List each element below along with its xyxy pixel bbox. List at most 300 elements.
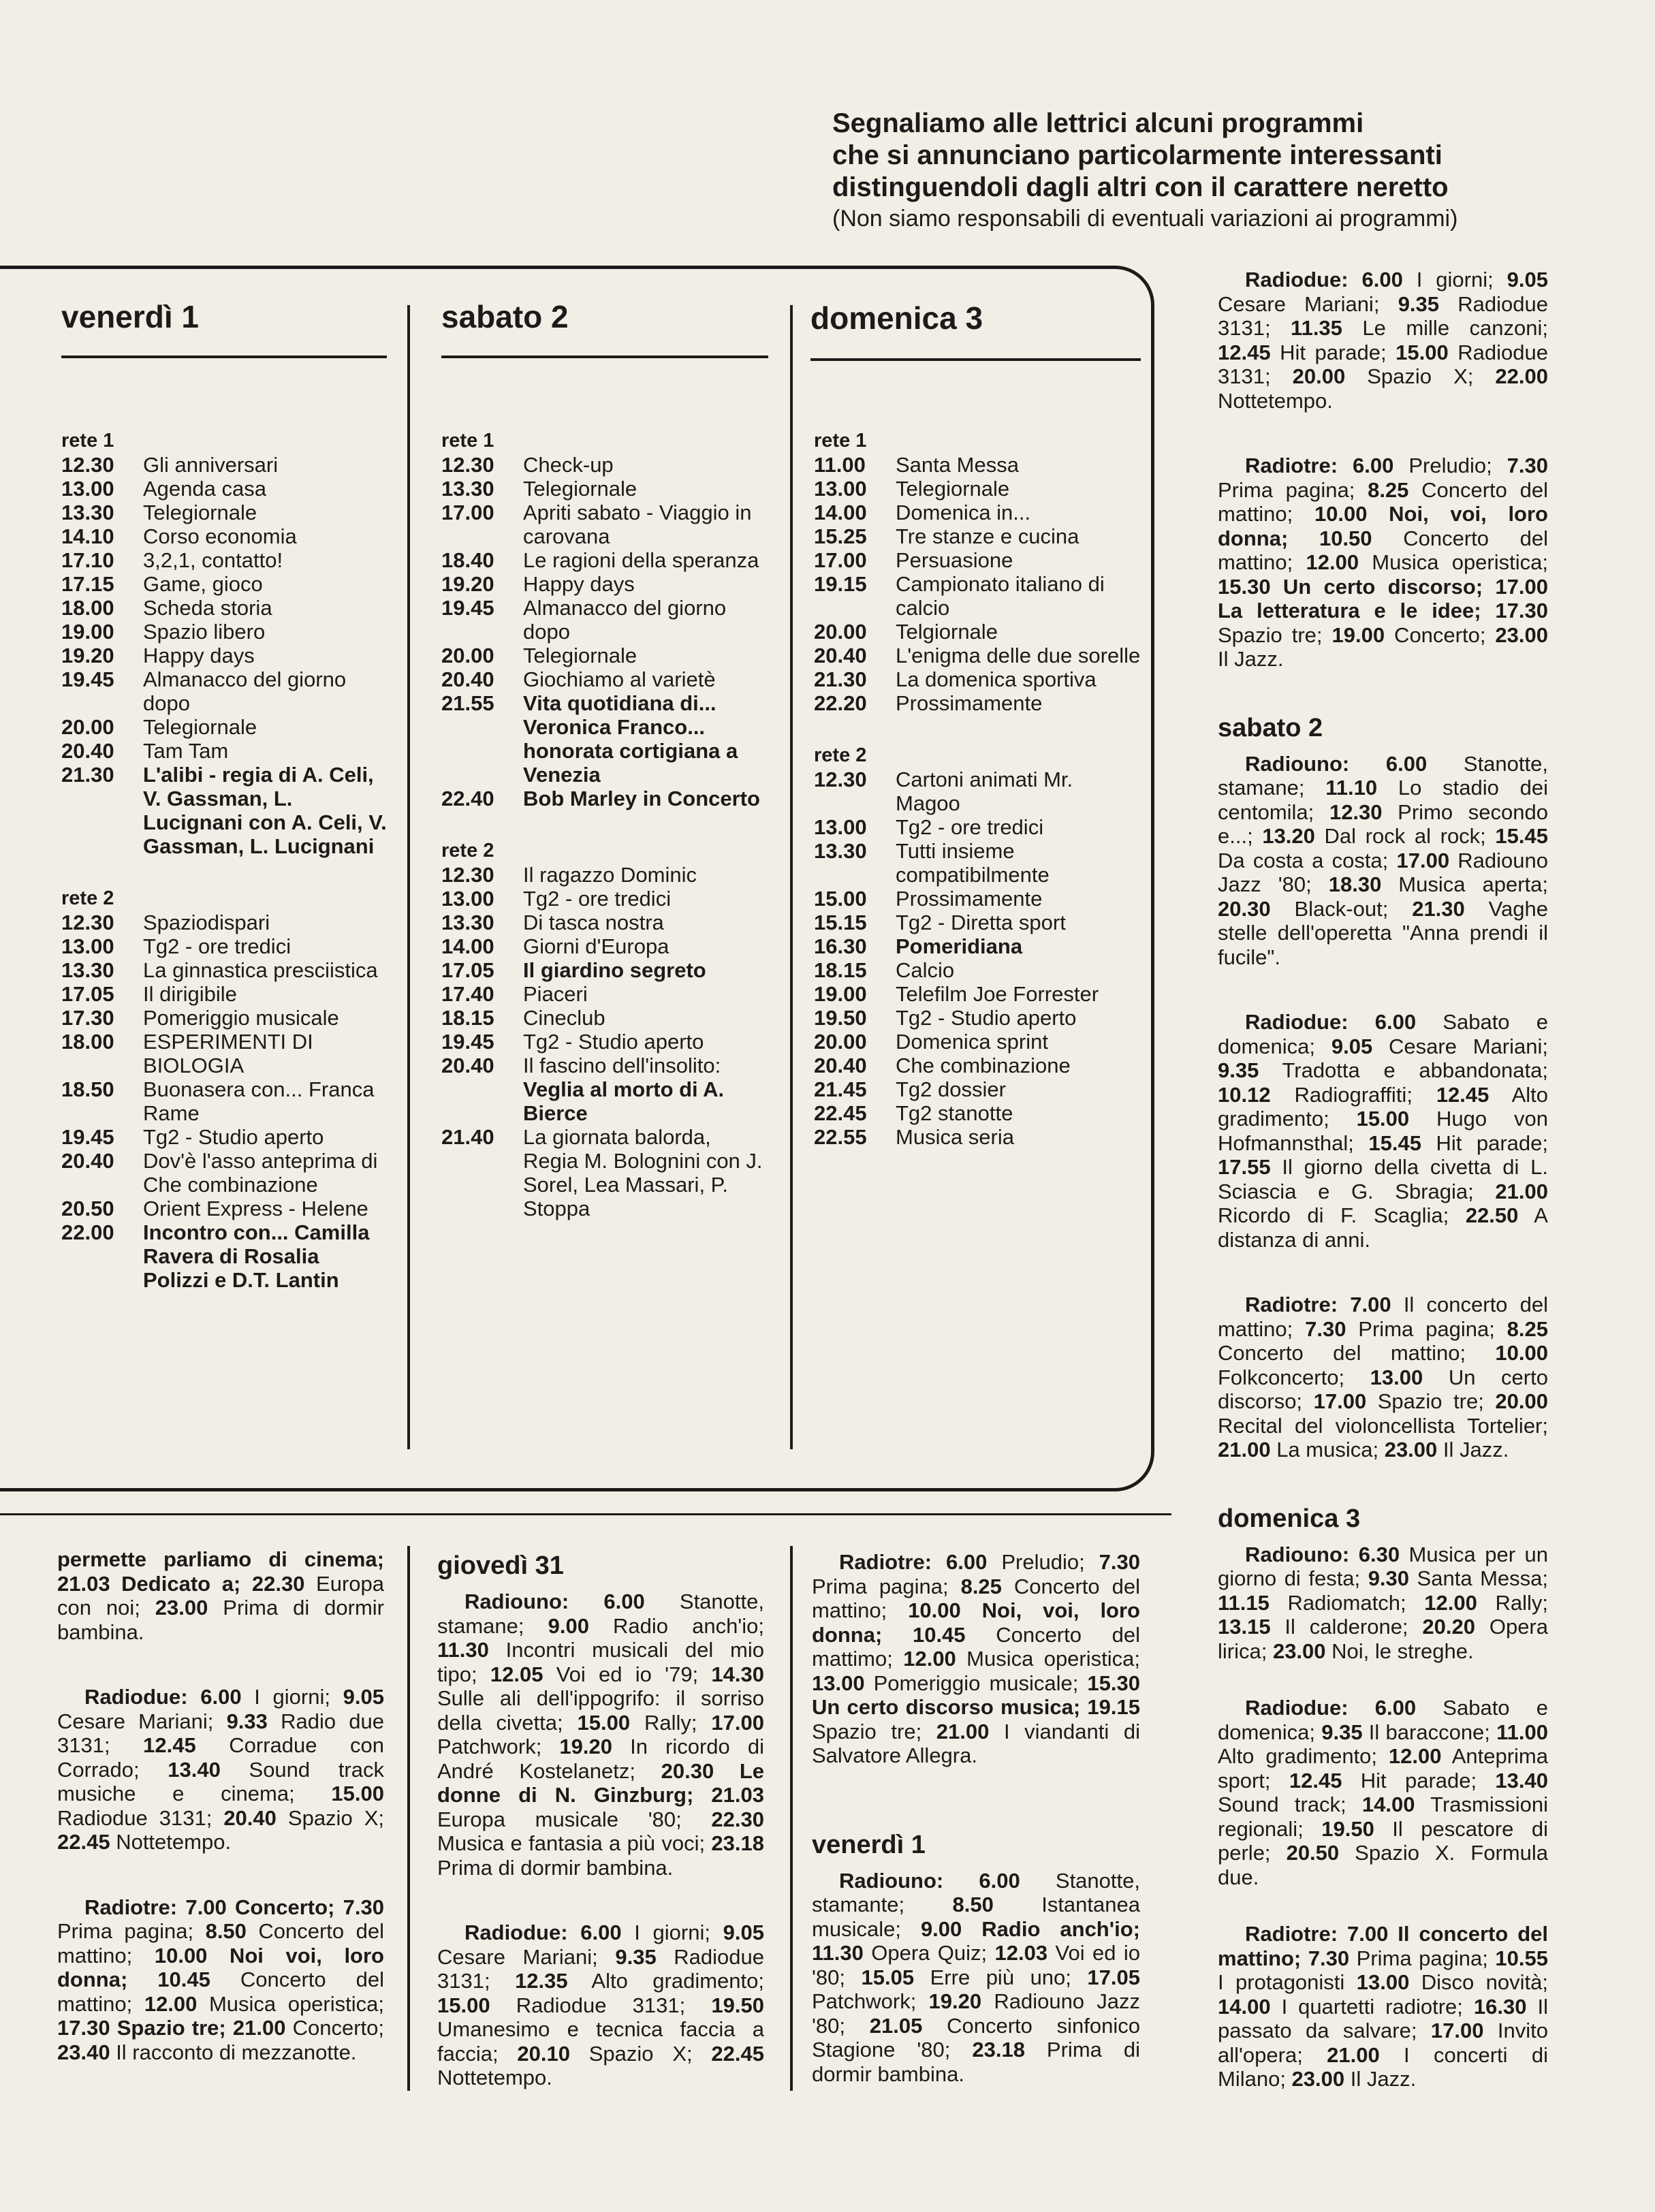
schedule-text: Folkconcerto;	[1218, 1365, 1370, 1389]
schedule-text: Musica operistica;	[1359, 550, 1548, 574]
tv-day-heading-venerdi: venerdì 1	[61, 299, 199, 334]
schedule-time: 21.30	[1412, 896, 1465, 921]
schedule-time: 20.30 Le donne di N. Ginzburg; 21.03	[437, 1758, 764, 1807]
programme-row	[61, 501, 388, 524]
schedule-text: Il pescatore di perle;	[1218, 1816, 1548, 1865]
radio-paragraph	[1218, 1010, 1548, 1252]
programme-row	[61, 934, 388, 958]
schedule-time: 18.30	[1328, 872, 1382, 896]
schedule-text: Prima di dormir bambina.	[437, 1855, 674, 1880]
programme-title: Pomeriggio musicale	[143, 1006, 339, 1030]
schedule-time: 8.25	[960, 1574, 1002, 1598]
programme-row	[814, 1006, 1141, 1030]
schedule-time: 19.20	[928, 1989, 982, 2013]
programme-row	[61, 1030, 388, 1077]
schedule-text: Stanotte, stamane;	[437, 1590, 764, 1638]
programme-row	[61, 644, 388, 667]
network-label: rete 1	[61, 430, 114, 452]
programme-row	[441, 691, 768, 787]
programme-row	[61, 1220, 388, 1292]
programme-title: 3,2,1, contatto!	[143, 548, 283, 572]
schedule-time: 12.45	[1218, 340, 1271, 364]
schedule-text: Radio anch'io;	[588, 1613, 765, 1638]
programme-time: 17.30	[61, 1006, 114, 1030]
schedule-time: 23.00	[1272, 1639, 1326, 1663]
programme-title: La giornata balorda, Regia M. Bolognini con J. Sorel, Lea Massari, P. Stoppa	[523, 1125, 763, 1220]
schedule-time: 11.00	[1496, 1720, 1549, 1744]
programme-title: Happy days	[523, 572, 635, 596]
radio-day-heading: giovedì 31	[437, 1551, 564, 1580]
schedule-time: 17.00	[1396, 848, 1450, 872]
programme-row	[441, 644, 768, 667]
schedule-text: Prima di dormir bambina.	[812, 2038, 1140, 2086]
programme-row	[61, 1006, 388, 1030]
programme-title: Gli anniversari	[143, 453, 279, 477]
schedule-text: Radiomatch;	[1269, 1590, 1425, 1615]
schedule-text: Concerto del mattino;	[1218, 526, 1549, 574]
schedule-text: Primo secondo e...;	[1218, 800, 1548, 848]
schedule-time: 9.35	[1398, 291, 1440, 316]
schedule-text: Hugo von Hofmannsthal;	[1218, 1107, 1548, 1155]
programme-row	[61, 453, 388, 477]
schedule-text: Un certo discorso;	[1218, 1365, 1548, 1413]
schedule-text: I giorni;	[1402, 268, 1507, 291]
schedule-time: 12.00	[903, 1647, 956, 1671]
programme-time: 20.00	[61, 715, 114, 739]
schedule-time: 22.45	[57, 1830, 110, 1854]
schedule-time: 8.50	[952, 1893, 994, 1916]
schedule-text: Il baraccone;	[1362, 1720, 1497, 1744]
programme-title: Il dirigibile	[143, 982, 237, 1006]
programme-time: 13.30	[61, 958, 114, 982]
programme-time: 17.00	[441, 501, 494, 524]
programme-title: Prossimamente	[896, 691, 1043, 715]
schedule-time: 15.30 Un certo discorso musica; 19.15	[812, 1671, 1140, 1719]
schedule-time: 21.00	[936, 1719, 990, 1743]
schedule-text: Noi, le streghe.	[1325, 1639, 1474, 1663]
programme-title: Giorni d'Europa	[523, 934, 669, 958]
programme-row	[441, 958, 768, 982]
programme-title: Piaceri	[523, 982, 588, 1006]
network-label: rete 1	[441, 430, 494, 452]
programme-row	[61, 1149, 388, 1197]
schedule-time: 13.40	[1495, 1768, 1548, 1792]
programme-time: 13.30	[61, 501, 114, 524]
programme-title: L'enigma delle due sorelle	[896, 644, 1141, 667]
schedule-time: 20.10	[517, 2041, 570, 2066]
schedule-time: 21.00	[1218, 1438, 1271, 1462]
programme-title: Tg2 stanotte	[896, 1101, 1013, 1125]
radio-paragraph	[812, 1550, 1140, 1768]
programme-row	[441, 1125, 768, 1220]
programme-time: 17.10	[61, 548, 114, 572]
schedule-text: Concerto del mattino;	[1218, 477, 1548, 526]
programme-time: 20.00	[814, 620, 867, 644]
schedule-time: 9.05	[1331, 1034, 1373, 1058]
schedule-time: 9.05	[343, 1685, 385, 1709]
schedule-time: 9.00	[548, 1613, 589, 1638]
schedule-time: 22.00	[1495, 364, 1548, 388]
programme-row	[61, 477, 388, 501]
programme-title: Agenda casa	[143, 477, 266, 501]
tv-column-domenica	[814, 429, 1141, 1149]
programme-time: 17.15	[61, 572, 114, 596]
schedule-text: Il calderone;	[1270, 1615, 1423, 1639]
programme-time: 20.40	[814, 644, 867, 667]
programme-title: Game, gioco	[143, 572, 263, 596]
programme-title: Almanacco del giorno dopo	[523, 596, 727, 644]
programme-title: Spazio libero	[143, 620, 266, 644]
schedule-time: 12.00	[1306, 550, 1359, 574]
tv-day-heading-sabato: sabato 2	[441, 299, 569, 334]
programme-row	[61, 958, 388, 982]
schedule-time: 22.50	[1465, 1203, 1519, 1227]
heading-rule	[61, 356, 387, 358]
schedule-text: Lo stadio dei centomila;	[1218, 776, 1549, 824]
programme-title: La domenica sportiva	[896, 667, 1097, 691]
programme-row	[441, 596, 768, 644]
schedule-text: Radiodue 3131;	[57, 1805, 224, 1830]
schedule-text: Prima pagina;	[812, 1574, 961, 1598]
programme-row	[814, 982, 1141, 1006]
schedule-time: 9.35	[1321, 1720, 1363, 1744]
programme-row	[441, 982, 768, 1006]
schedule-text: Sulle ali dell'ippogrifo: il sorriso della civetta;	[437, 1686, 764, 1735]
programme-row	[61, 1125, 388, 1149]
programme-title: Incontro con... Camilla Ravera di Rosalia Polizzi e D.T. Lantin	[143, 1220, 370, 1292]
programme-title: Il giardino segreto	[523, 958, 706, 982]
radio-paragraph	[437, 1590, 764, 1880]
schedule-text: Invito all'opera;	[1218, 2019, 1548, 2067]
programme-title: L'alibi - regia di A. Celi, V. Gassman, L. Lucignani con A. Celi, V. Gassman, L. Lucignani	[143, 763, 387, 858]
schedule-text: Spazio tre;	[812, 1719, 936, 1743]
programme-time: 20.50	[61, 1197, 114, 1220]
programme-time: 13.00	[61, 477, 114, 501]
programme-row	[441, 887, 768, 911]
schedule-time: 15.00	[1396, 340, 1449, 364]
schedule-text: Concerto sinfonico Stagione '80;	[812, 2013, 1140, 2061]
programme-title: Apriti sabato - Viaggio in carovana	[523, 501, 752, 548]
programme-time: 13.00	[814, 815, 867, 839]
radio-paragraph	[812, 1869, 1140, 2087]
schedule-time: 13.20	[1262, 824, 1315, 848]
programme-row	[814, 1030, 1141, 1054]
schedule-text: Cesare Mariani;	[57, 1709, 227, 1733]
schedule-text: Opera lirica;	[1218, 1615, 1548, 1663]
programme-title: Campionato italiano di calcio	[896, 572, 1105, 620]
programme-time: 20.40	[814, 1054, 867, 1077]
programme-title: Bob Marley in Concerto	[523, 787, 760, 810]
programme-title: Telegiornale	[143, 715, 257, 739]
programme-row	[814, 548, 1141, 572]
column-divider	[790, 1546, 793, 2091]
schedule-text: Voi ed io '79;	[543, 1662, 712, 1686]
schedule-time: 10.55	[1495, 1946, 1548, 1970]
schedule-time: 17.00	[1430, 2019, 1484, 2042]
programme-time: 20.40	[61, 739, 114, 763]
schedule-time: 7.30	[1507, 454, 1549, 477]
programme-time: 19.45	[61, 1125, 114, 1149]
programme-row	[814, 524, 1141, 548]
programme-time: 19.50	[814, 1006, 867, 1030]
schedule-time: 22.45	[711, 2041, 764, 2066]
schedule-time: 21.05	[869, 2013, 923, 2038]
radio-day-heading: sabato 2	[1218, 713, 1323, 742]
schedule-text: Patchwork;	[437, 1735, 560, 1758]
schedule-text: Concerto del mattimo;	[812, 1622, 1141, 1671]
schedule-text: Anteprima sport;	[1218, 1744, 1548, 1792]
programme-row	[441, 787, 768, 810]
programme-time: 12.30	[814, 768, 867, 791]
schedule-text: Istantanea musicale;	[812, 1893, 1140, 1941]
programme-row	[61, 1077, 388, 1125]
programme-title: Il ragazzo Dominic	[523, 863, 697, 887]
programme-time: 13.30	[814, 839, 867, 863]
radio-paragraph	[1218, 454, 1548, 672]
schedule-time: 15.00	[437, 1993, 490, 2017]
schedule-time: 19.00	[1331, 622, 1385, 647]
schedule-time: 12.30	[1329, 800, 1383, 824]
programme-title: Musica seria	[896, 1125, 1014, 1149]
programme-row	[441, 911, 768, 934]
schedule-time: 12.03	[994, 1941, 1048, 1965]
schedule-text: Concerto;	[1385, 622, 1496, 647]
schedule-text: Nottetempo.	[437, 2066, 552, 2089]
schedule-time: 14.00	[1218, 1994, 1271, 2019]
schedule-text: Incontri musicali del mio tipo;	[437, 1638, 764, 1686]
schedule-time: 23.40	[57, 2040, 110, 2064]
schedule-time: Radiotre: 7.00	[1245, 1293, 1391, 1316]
column-divider	[407, 1546, 410, 2091]
programme-row	[814, 501, 1141, 524]
programme-row	[814, 1125, 1141, 1149]
schedule-time: Radiodue: 6.00	[1245, 1696, 1417, 1720]
schedule-text: Concerto del mattino;	[57, 1919, 384, 1968]
schedule-time: Radiotre: 6.00	[1245, 454, 1394, 477]
schedule-time: 22.30	[711, 1807, 764, 1831]
schedule-text: Europa musicale '80;	[437, 1807, 712, 1831]
schedule-time: 8.25	[1368, 477, 1409, 502]
programme-row	[814, 644, 1141, 667]
programme-title: Telegiornale	[143, 501, 257, 524]
schedule-time: 15.00	[577, 1710, 631, 1735]
schedule-text: Hit parade;	[1421, 1131, 1548, 1155]
schedule-text: I viandanti di Salvatore Allegra.	[812, 1719, 1140, 1767]
programme-time: 13.00	[61, 934, 114, 958]
programme-row	[814, 1054, 1141, 1077]
programme-row	[814, 934, 1141, 958]
schedule-text: Le mille canzoni;	[1342, 316, 1548, 340]
schedule-time: 15.30 Un certo discorso; 17.00 La letteratura e le idee; 17.30	[1218, 574, 1548, 622]
schedule-text: Hit parade;	[1270, 340, 1396, 364]
schedule-text: Nottetempo.	[110, 1830, 232, 1854]
schedule-text: La musica;	[1270, 1438, 1385, 1462]
programme-title: Telegiornale	[896, 477, 1010, 501]
intro-note: (Non siamo responsabili di eventuali variazioni ai programmi)	[832, 206, 1458, 232]
programme-title: Happy days	[143, 644, 255, 667]
schedule-time: 7.30	[1305, 1316, 1346, 1341]
programme-title: Le ragioni della speranza	[523, 548, 759, 572]
schedule-time: 20.40	[223, 1805, 277, 1830]
schedule-time: 9.05	[1507, 268, 1549, 291]
schedule-text: Sound track;	[1218, 1792, 1362, 1816]
programme-time: 22.40	[441, 787, 494, 810]
schedule-text: Musica e fantasia a più voci;	[437, 1831, 712, 1855]
schedule-time: 12.45	[1436, 1082, 1490, 1107]
programme-row	[61, 572, 388, 596]
schedule-time: 19.50	[1321, 1816, 1374, 1841]
schedule-time: 9.35	[615, 1944, 657, 1969]
programme-time: 19.00	[61, 620, 114, 644]
schedule-text: Radiodue 3131;	[1218, 291, 1548, 340]
schedule-text: Umanesimo e tecnica faccia a faccia;	[437, 2017, 764, 2066]
radio-column-bottom-middle	[437, 1550, 764, 2131]
programme-time: 18.40	[441, 548, 494, 572]
schedule-text: Cesare Mariani;	[437, 1944, 616, 1969]
schedule-text: Il concerto del mattino;	[1218, 1293, 1548, 1341]
programme-time: 12.30	[61, 911, 114, 934]
programme-row	[814, 768, 1141, 815]
programme-row	[441, 1030, 768, 1054]
programme-title: Tg2 - ore tredici	[143, 934, 291, 958]
programme-time: 20.40	[441, 1054, 494, 1077]
programme-time: 19.15	[814, 572, 867, 596]
schedule-time: 20.00	[1495, 1389, 1548, 1413]
programme-title: Telegiornale	[523, 644, 637, 667]
schedule-text: Rally;	[630, 1710, 712, 1735]
schedule-text: Hit parade;	[1342, 1768, 1496, 1792]
schedule-text: Musica operistica;	[197, 1991, 384, 2016]
programme-time: 20.40	[441, 667, 494, 691]
schedule-text: I protagonisti	[1218, 1970, 1357, 1994]
schedule-time: 19.20	[559, 1735, 612, 1758]
schedule-text: Sound track musiche e cinema;	[57, 1757, 384, 1805]
schedule-time: 9.35	[1218, 1058, 1259, 1082]
schedule-time: 17.05	[1087, 1965, 1140, 1989]
radio-paragraph	[57, 1547, 384, 1644]
schedule-time: 23.00	[1291, 2067, 1345, 2091]
programme-title: Tg2 - Studio aperto	[896, 1006, 1077, 1030]
programme-time: 20.40	[61, 1149, 114, 1173]
schedule-text: Sabato e domenica;	[1218, 1696, 1548, 1744]
programme-time: 19.20	[61, 644, 114, 667]
schedule-text: Da costa a costa;	[1218, 848, 1397, 872]
schedule-time: 10.00 Noi, voi, loro donna; 10.45	[812, 1598, 1140, 1647]
schedule-time: 9.33	[226, 1709, 268, 1733]
schedule-text: Spazio tre;	[1366, 1389, 1496, 1413]
schedule-time: 15.05	[861, 1965, 915, 1989]
schedule-text: Pomeriggio musicale;	[864, 1671, 1088, 1695]
schedule-time: 12.00	[1388, 1744, 1442, 1768]
schedule-time: 16.30	[1473, 1994, 1527, 2019]
schedule-time: Radiouno: 6.00	[1245, 751, 1428, 776]
schedule-text: I giorni;	[241, 1685, 343, 1709]
programme-title: Il fascino dell'insolito: Veglia al morto di A. Bierce	[523, 1054, 725, 1125]
schedule-time: 11.35	[1291, 316, 1342, 340]
programme-row	[441, 667, 768, 691]
schedule-text: Vaghe stelle dell'operetta "Anna prendi il fucile".	[1218, 896, 1549, 969]
schedule-text: I quartetti radiotre;	[1270, 1994, 1474, 2019]
schedule-text: Il racconto di mezzanotte.	[110, 2040, 357, 2064]
schedule-time: 12.05	[490, 1662, 543, 1686]
schedule-time: 23.18	[972, 2038, 1025, 2061]
schedule-text: Prima pagina;	[1346, 1316, 1507, 1341]
schedule-time: Radiodue: 6.00	[464, 1921, 622, 1944]
radio-day-heading: domenica 3	[1218, 1504, 1361, 1533]
programme-row	[61, 911, 388, 934]
programme-title: ESPERIMENTI DI BIOLOGIA	[143, 1030, 313, 1077]
schedule-time: 11.30	[437, 1638, 489, 1662]
programme-title: Tg2 - ore tredici	[896, 815, 1044, 839]
programme-time: 13.30	[441, 911, 494, 934]
programme-title: Tg2 dossier	[896, 1077, 1006, 1101]
schedule-time: 9.05	[723, 1921, 765, 1944]
programme-title: Cartoni animati Mr. Magoo	[896, 768, 1073, 815]
radio-paragraph	[1218, 752, 1548, 970]
schedule-time: 12.00	[144, 1991, 198, 2016]
programme-title: Telefilm Joe Forrester	[896, 982, 1099, 1006]
schedule-time: 17.30 Spazio tre; 21.00	[57, 2016, 286, 2040]
schedule-time: 13.00	[1370, 1365, 1423, 1389]
programme-title: Corso economia	[143, 524, 297, 548]
schedule-text: Radiodue 3131;	[1218, 340, 1548, 388]
column-divider	[407, 305, 410, 1449]
programme-row	[61, 715, 388, 739]
programme-time: 12.30	[441, 453, 494, 477]
radio-paragraph	[57, 1685, 384, 1854]
programme-time: 12.30	[61, 453, 114, 477]
programme-time: 21.40	[441, 1125, 494, 1149]
programme-time: 20.00	[814, 1030, 867, 1054]
schedule-text: Radiouno Jazz '80;	[1218, 848, 1548, 896]
schedule-text: Ricordo di F. Scaglia;	[1218, 1203, 1466, 1227]
schedule-text: Spazio X;	[276, 1805, 384, 1830]
programme-row	[441, 477, 768, 501]
schedule-text: Black-out;	[1270, 896, 1413, 921]
schedule-text: Nottetempo.	[1218, 388, 1333, 413]
schedule-time: 23.00	[155, 1596, 208, 1620]
schedule-text: Spazio X;	[569, 2041, 712, 2066]
schedule-text: Musica per un giorno di festa;	[1218, 1542, 1548, 1590]
programme-time: 15.00	[814, 887, 867, 911]
schedule-time: 23.00	[1495, 622, 1548, 647]
schedule-time: 12.35	[515, 1969, 568, 1993]
schedule-time: 17.00	[711, 1710, 764, 1735]
programme-time: 22.55	[814, 1125, 867, 1149]
programme-title: Tre stanze e cucina	[896, 524, 1079, 548]
programme-time: 19.00	[814, 982, 867, 1006]
radio-paragraph	[1218, 268, 1548, 413]
schedule-text: Preludio;	[1393, 454, 1507, 477]
programme-title: Vita quotidiana di... Veronica Franco... honorata cortigiana a Venezia	[523, 691, 738, 787]
schedule-time: 15.45	[1368, 1131, 1421, 1155]
programme-title: Almanacco del giorno dopo	[143, 667, 347, 715]
radio-paragraph	[437, 1921, 764, 2090]
schedule-time: 13.00	[1356, 1970, 1410, 1994]
schedule-text: Radiograffiti;	[1270, 1082, 1436, 1107]
radio-paragraph	[1218, 1696, 1548, 1889]
schedule-text: Patchwork;	[812, 1989, 929, 2013]
schedule-text: Disco novità;	[1409, 1970, 1549, 1994]
programme-row	[814, 691, 1141, 715]
programme-time: 19.20	[441, 572, 494, 596]
programme-time: 15.15	[814, 911, 867, 934]
radio-day-heading: venerdì 1	[812, 1830, 926, 1859]
schedule-time: 14.30	[711, 1662, 764, 1686]
schedule-text: I concerti di Milano;	[1218, 2042, 1548, 2091]
programme-time: 18.00	[61, 596, 114, 620]
programme-time: 20.00	[441, 644, 494, 667]
